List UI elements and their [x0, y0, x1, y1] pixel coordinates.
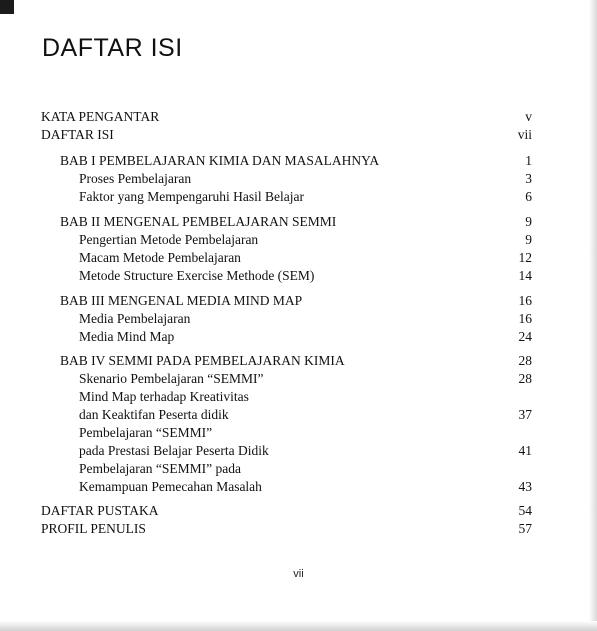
toc-entry	[0, 267, 597, 285]
toc-entry-page: 57	[518, 521, 532, 536]
toc-entry-label: DAFTAR ISI	[41, 127, 114, 142]
toc-entry-page: 28	[518, 353, 532, 368]
toc-entry	[0, 502, 597, 520]
toc-entry-page: 28	[518, 371, 532, 386]
toc-entry	[0, 388, 597, 406]
toc-entry	[0, 328, 597, 346]
page-number: vii	[293, 568, 304, 580]
page-bottom-shadow	[0, 621, 597, 631]
toc-entry-page: 9	[525, 214, 532, 229]
toc-entry-page: 6	[525, 189, 532, 204]
toc-entry-label: pada Prestasi Belajar Peserta Didik	[79, 443, 269, 458]
toc-entry-label: Metode Structure Exercise Methode (SEM)	[79, 268, 315, 283]
toc-entry-page: 16	[518, 311, 532, 326]
toc-entry	[0, 442, 597, 460]
toc-entry	[0, 249, 597, 267]
toc-entry-page: vii	[517, 127, 532, 142]
toc-entry-page: 43	[518, 479, 532, 494]
toc-entry-page: 41	[518, 443, 532, 458]
toc-entry-page: 9	[525, 232, 532, 247]
toc-entry-label: Macam Metode Pembelajaran	[79, 250, 241, 265]
toc-entry	[0, 352, 597, 370]
toc-entry	[0, 478, 597, 496]
toc-entry-label: Media Mind Map	[79, 329, 175, 344]
toc-entry	[0, 406, 597, 424]
toc-entry	[0, 460, 597, 478]
toc-entry-page: 14	[518, 268, 532, 283]
toc-entry-label: dan Keaktifan Peserta didik	[79, 407, 229, 422]
toc-entry	[0, 213, 597, 231]
toc-entry-label: BAB III MENGENAL MEDIA MIND MAP	[60, 293, 303, 308]
toc-entry-page: v	[525, 109, 532, 124]
toc-entry-label: Skenario Pembelajaran “SEMMI”	[79, 371, 264, 386]
toc-entry	[0, 231, 597, 249]
toc-entry-label: PROFIL PENULIS	[41, 521, 146, 536]
toc-entry	[0, 170, 597, 188]
toc-entry-label: BAB IV SEMMI PADA PEMBELAJARAN KIMIA	[60, 353, 345, 368]
toc-entry	[0, 424, 597, 442]
toc-entry-label: KATA PENGANTAR	[41, 109, 160, 124]
toc-entry-label: BAB I PEMBELAJARAN KIMIA DAN MASALAHNYA	[60, 153, 380, 168]
toc-entry-label: Faktor yang Mempengaruhi Hasil Belajar	[79, 189, 304, 204]
toc-entry	[0, 292, 597, 310]
toc-entry-label: Kemampuan Pemecahan Masalah	[79, 479, 262, 494]
toc-entry	[0, 520, 597, 538]
toc-entry	[0, 188, 597, 206]
toc-entry-page: 54	[518, 503, 532, 518]
toc-entry-page: 3	[525, 171, 532, 186]
toc-entry	[0, 370, 597, 388]
toc-entry-label: Mind Map terhadap Kreativitas	[79, 389, 249, 404]
toc-entry-label: BAB II MENGENAL PEMBELAJARAN SEMMI	[60, 214, 337, 229]
toc-entry-page: 12	[518, 250, 532, 265]
toc-entry-page: 37	[518, 407, 532, 422]
corner-mark	[0, 0, 14, 14]
toc-entry	[0, 126, 597, 144]
toc-entry-label: DAFTAR PUSTAKA	[41, 503, 159, 518]
page-title: DAFTAR ISI	[42, 34, 183, 62]
toc-entry-page: 16	[518, 293, 532, 308]
toc-entry-page: 24	[518, 329, 532, 344]
toc-entry-label: Pembelajaran “SEMMI”	[79, 425, 213, 440]
toc-entry	[0, 108, 597, 126]
toc-entry	[0, 152, 597, 170]
toc-entry-label: Proses Pembelajaran	[79, 171, 192, 186]
toc-entry-page: 1	[525, 153, 532, 168]
toc-entry-label: Pengertian Metode Pembelajaran	[79, 232, 259, 247]
toc-entry-label: Pembelajaran “SEMMI” pada	[79, 461, 241, 476]
toc-entry	[0, 310, 597, 328]
toc-entry-label: Media Pembelajaran	[79, 311, 191, 326]
